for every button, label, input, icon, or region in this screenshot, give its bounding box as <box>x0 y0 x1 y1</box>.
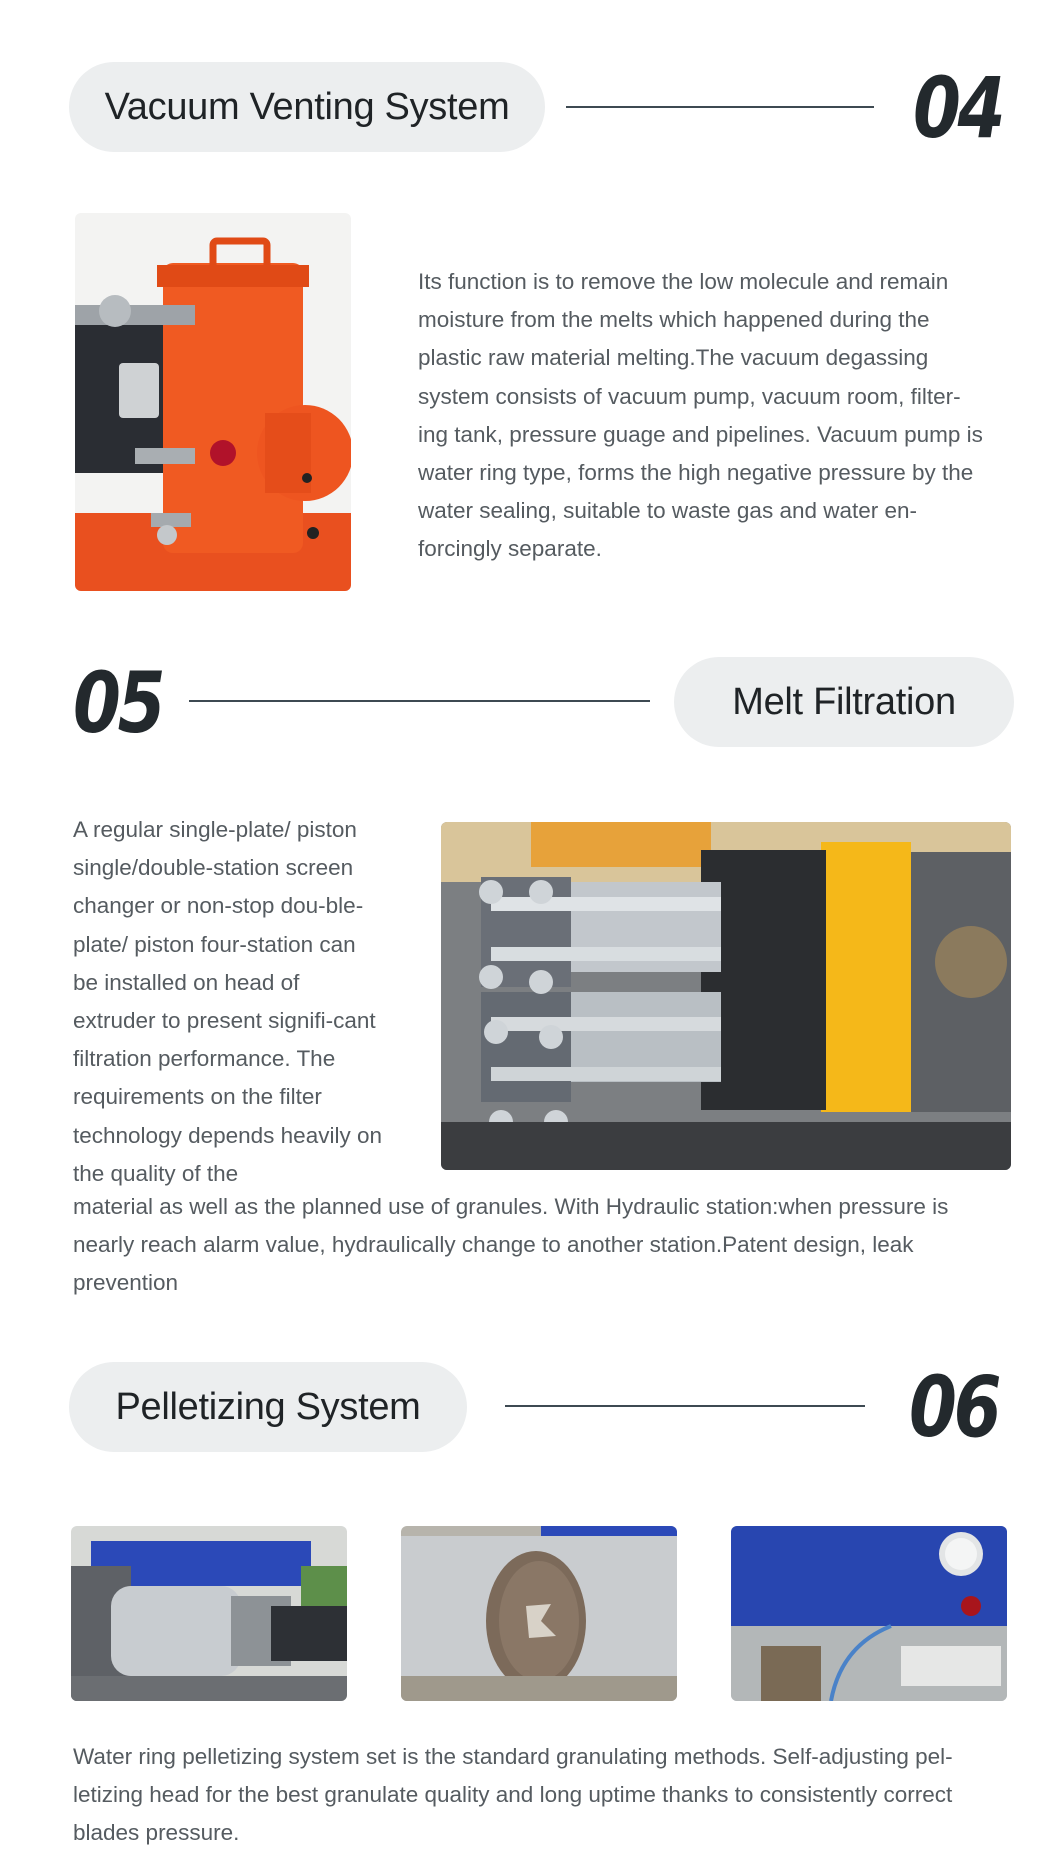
section-06-title <box>69 1362 467 1452</box>
section-05-title <box>674 657 1014 747</box>
melt-filtration-description-continued: material as well as the planned use of granules. With Hydraulic station:when pressure is nearly reach alarm value, hydraulically change to another station.Patent design, leak prevention <box>73 1194 949 1296</box>
section-04-divider <box>566 106 874 108</box>
vacuum-venting-description: Its function is to remove the low molecule and remain moisture from the melts which happened during the plastic raw material melting.The vacuum degassing system consists of vacuum pump, vacuum room, filter-ing tank, pressure guage and pipelines. Vacuum pump is water ring type, forms the high negative pressure by the water sealing, suitable to waste gas and water en-forcingly separate. <box>418 269 983 562</box>
section-06-divider <box>505 1405 865 1407</box>
section-04-title-text: Vacuum Venting System <box>104 85 510 128</box>
section-06-title-text: Pelletizing System <box>115 1385 421 1428</box>
section-04-title <box>69 62 545 152</box>
pelletizer-photo-3 <box>731 1526 1007 1701</box>
vacuum-tank-photo <box>75 213 351 591</box>
section-04-number: 04 <box>913 59 1003 157</box>
pelletizer-photo-1 <box>71 1526 347 1701</box>
melt-filtration-description-left: A regular single-plate/ piston single/double-station screen changer or non-stop dou-ble-plate/ piston four-station can be installed on head of extruder to present signifi-cant filtration performance. The requirements on the filter technology depends heavily on the quality of the <box>73 817 382 1186</box>
pelletizer-photo-2 <box>401 1526 677 1701</box>
section-06-number: 06 <box>909 1358 999 1456</box>
section-05-title-text: Melt Filtration <box>732 680 956 723</box>
pelletizing-description: Water ring pelletizing system set is the standard granulating methods. Self-adjusting pel-letizing head for the best granulate quality and long uptime thanks to consistently correct blades pressure. <box>73 1744 953 1846</box>
section-05-number: 05 <box>73 654 163 752</box>
section-05-divider <box>189 700 650 702</box>
screen-changer-photo <box>441 822 1011 1170</box>
